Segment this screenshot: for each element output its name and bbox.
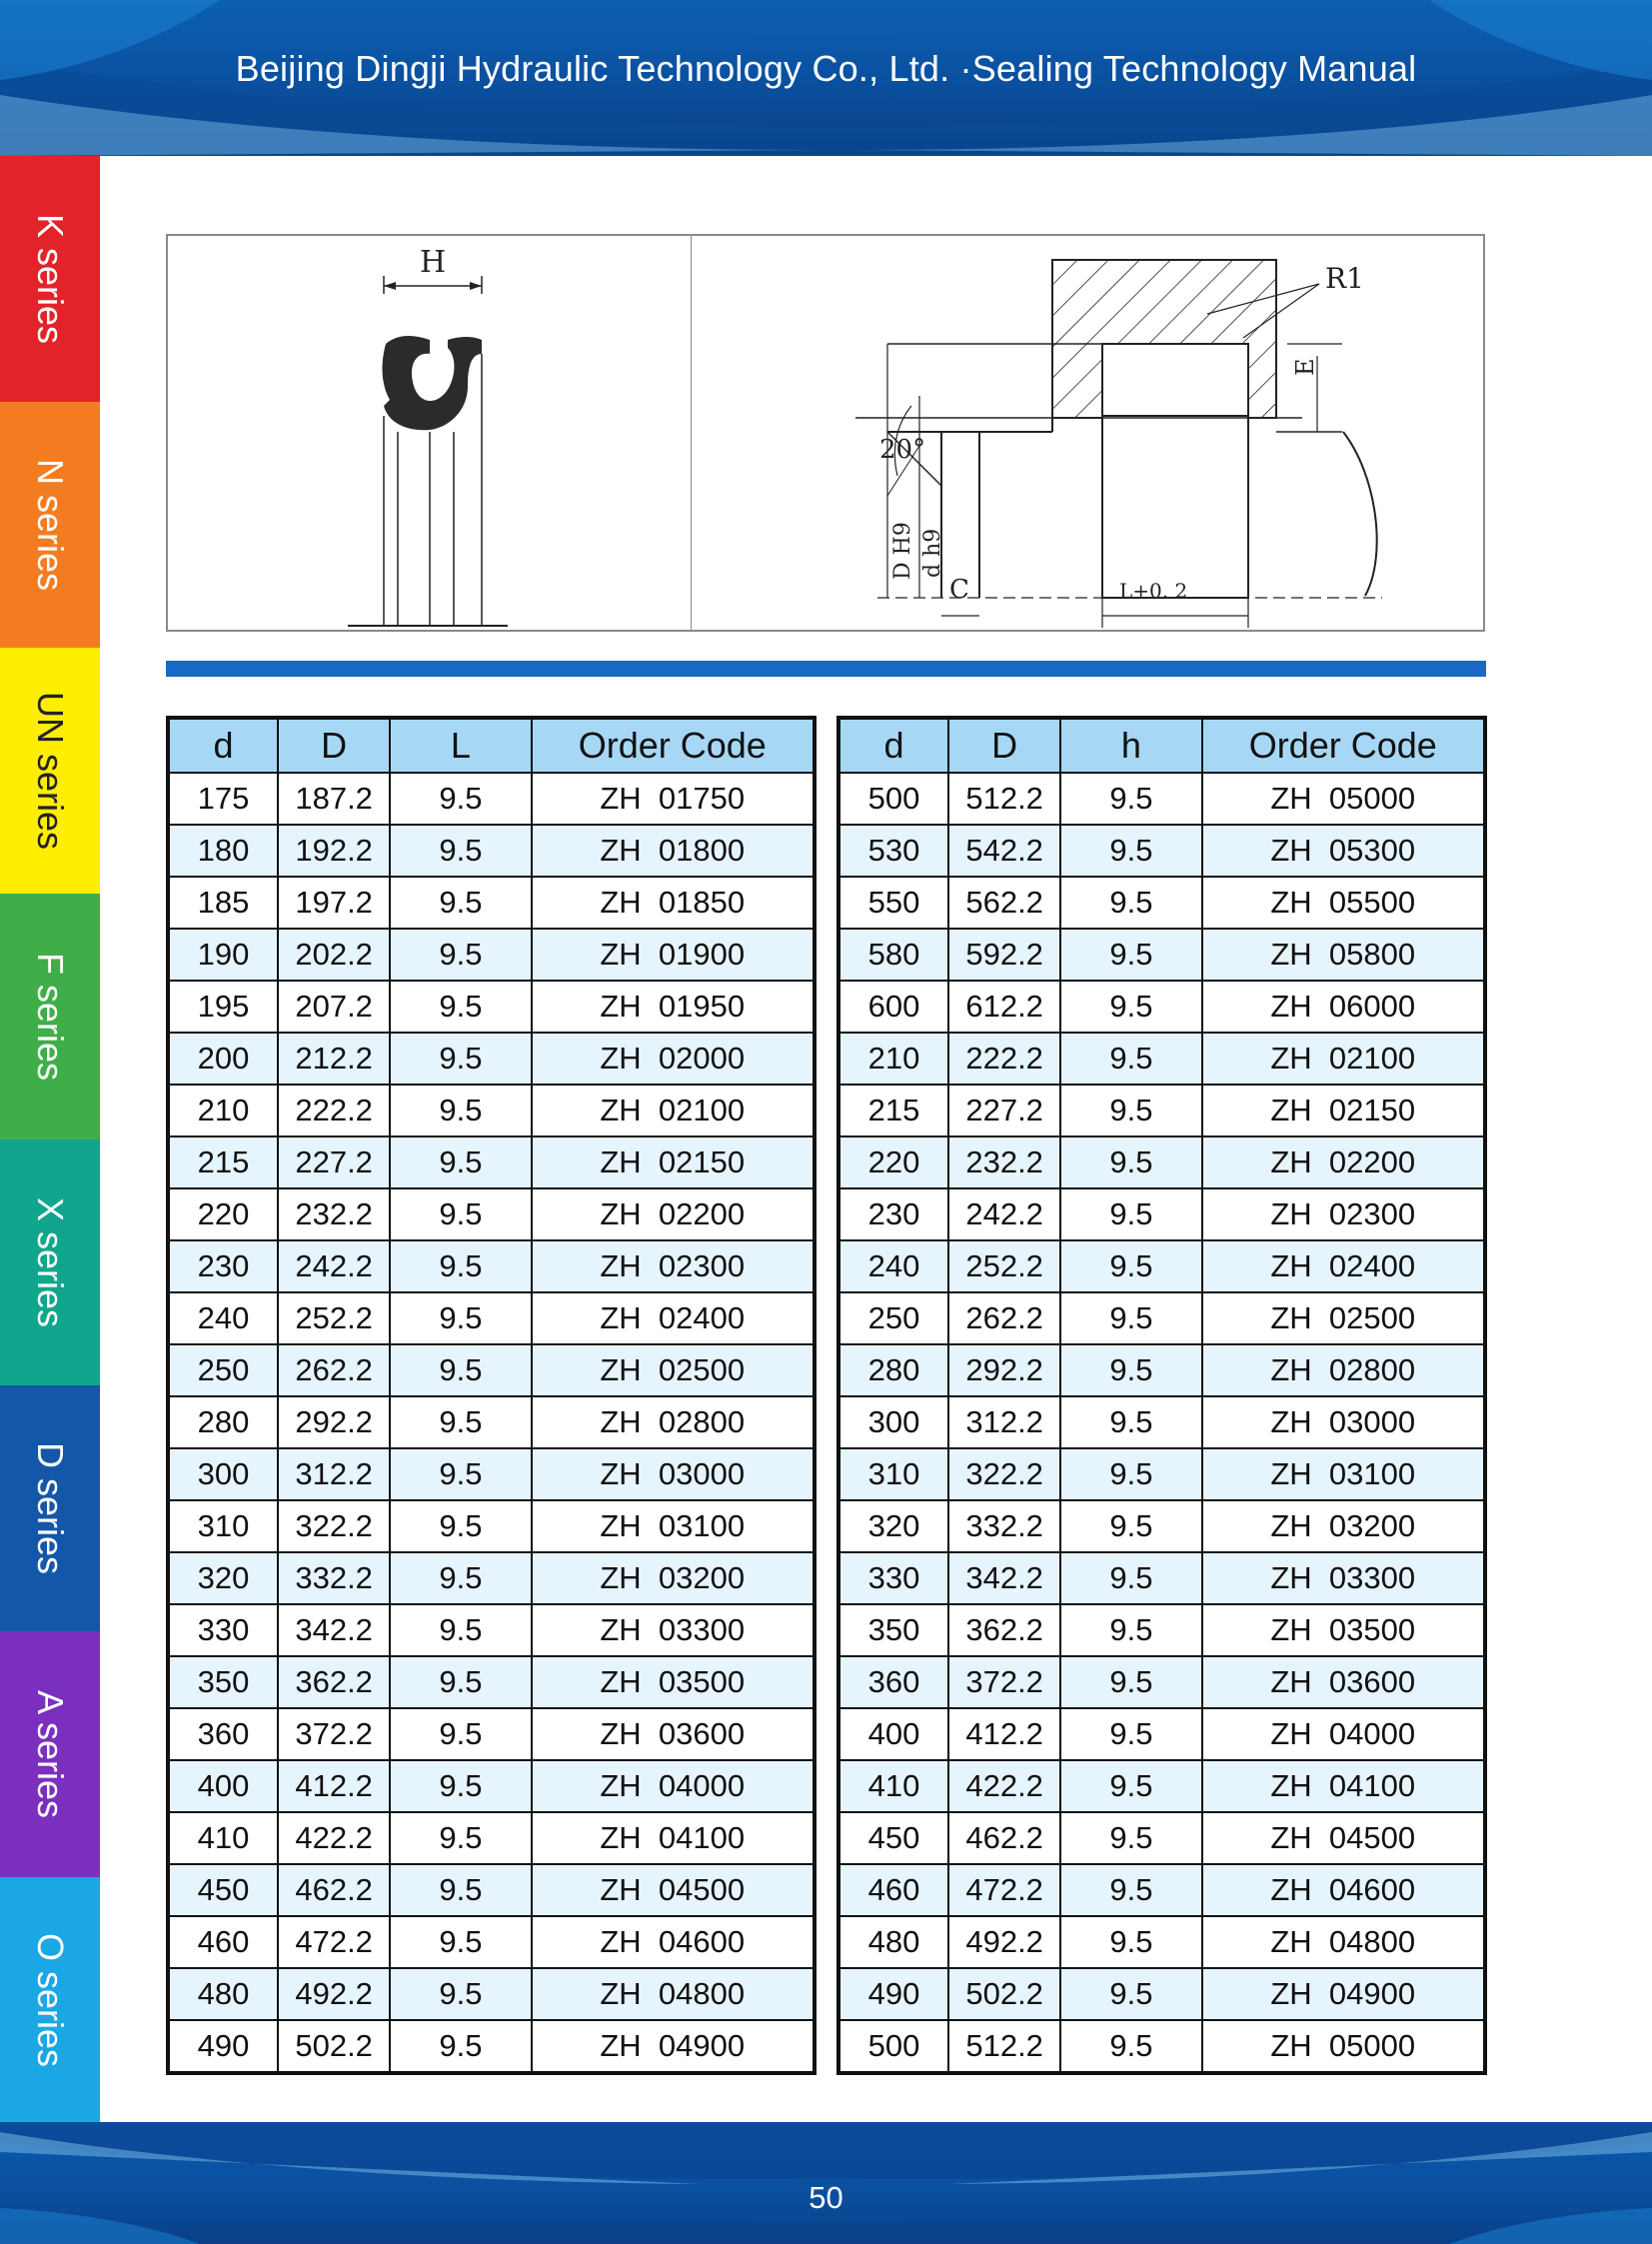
table-cell: 262.2 (278, 1344, 390, 1396)
table-cell: ZH 03200 (1202, 1500, 1485, 1552)
table-cell: 9.5 (390, 1812, 531, 1864)
table-cell: ZH 02150 (532, 1136, 815, 1188)
table-cell: 250 (838, 1292, 948, 1344)
page-header (0, 0, 1652, 156)
table-cell: ZH 02400 (532, 1292, 815, 1344)
table-cell: 9.5 (1060, 1656, 1201, 1708)
table-cell: 460 (838, 1864, 948, 1916)
column-header: Order Code (532, 718, 815, 773)
table-cell: 9.5 (1060, 981, 1201, 1033)
table-cell: 462.2 (948, 1812, 1060, 1864)
table-cell: 502.2 (278, 2020, 390, 2073)
table-cell: ZH 05500 (1202, 877, 1485, 929)
table-row (168, 2020, 815, 2073)
table-cell: ZH 02500 (532, 1344, 815, 1396)
table-cell: ZH 01950 (532, 981, 815, 1033)
table-cell: ZH 02300 (1202, 1188, 1485, 1240)
table-cell: 612.2 (948, 981, 1060, 1033)
table-cell: 410 (838, 1760, 948, 1812)
table-cell: ZH 03500 (532, 1656, 815, 1708)
table-row (168, 1085, 815, 1136)
table-row (168, 1396, 815, 1448)
table-cell: 9.5 (390, 1240, 531, 1292)
table-cell: 220 (838, 1136, 948, 1188)
table-cell: 562.2 (948, 877, 1060, 929)
table-cell: ZH 03200 (532, 1552, 815, 1604)
column-header: d (838, 718, 948, 773)
table-row (168, 1760, 815, 1812)
table-cell: 400 (168, 1760, 278, 1812)
table-cell: ZH 04900 (532, 2020, 815, 2073)
table-cell: 9.5 (1060, 773, 1201, 825)
table-cell: 230 (838, 1188, 948, 1240)
table-cell: 460 (168, 1916, 278, 1968)
table-cell: 9.5 (390, 1708, 531, 1760)
table-cell: 9.5 (390, 1864, 531, 1916)
dim-label-dh9-small: d h9 (920, 528, 945, 578)
table-row (168, 773, 815, 825)
table-cell: 9.5 (1060, 1448, 1201, 1500)
table-cell: ZH 03300 (532, 1604, 815, 1656)
table-cell: ZH 04000 (532, 1760, 815, 1812)
table-row (838, 773, 1485, 825)
table-row (838, 1656, 1485, 1708)
table-cell: 9.5 (390, 1188, 531, 1240)
table-cell: 9.5 (390, 2020, 531, 2073)
table-cell: 502.2 (948, 1968, 1060, 2020)
table-cell: 175 (168, 773, 278, 825)
table-row (168, 1864, 815, 1916)
table-body (168, 773, 815, 2073)
table-cell: 9.5 (1060, 1604, 1201, 1656)
table-cell: ZH 02800 (1202, 1344, 1485, 1396)
table-cell: 350 (168, 1656, 278, 1708)
table-row (168, 1916, 815, 1968)
table-cell: ZH 02200 (532, 1188, 815, 1240)
table-cell: 9.5 (390, 1916, 531, 1968)
table-row (168, 1292, 815, 1344)
table-cell: 330 (168, 1604, 278, 1656)
table-cell: 580 (838, 929, 948, 981)
table-row (838, 1552, 1485, 1604)
table-cell: ZH 02500 (1202, 1292, 1485, 1344)
table-cell: ZH 04600 (532, 1916, 815, 1968)
table-cell: ZH 02000 (532, 1033, 815, 1085)
table-cell: ZH 04500 (532, 1864, 815, 1916)
table-cell: 210 (838, 1033, 948, 1085)
table-cell: 310 (838, 1448, 948, 1500)
table-cell: 250 (168, 1344, 278, 1396)
table-cell: ZH 02150 (1202, 1085, 1485, 1136)
table-row (838, 1085, 1485, 1136)
side-tab-label: D series (30, 1441, 71, 1575)
table-cell: 9.5 (390, 1760, 531, 1812)
table-cell: 185 (168, 877, 278, 929)
table-cell: 190 (168, 929, 278, 981)
groove-section (855, 260, 1382, 628)
side-tab[interactable] (0, 156, 100, 402)
table-row (168, 877, 815, 929)
table-cell: ZH 04800 (532, 1968, 815, 2020)
dim-label-h: H (420, 245, 447, 280)
table-cell: 9.5 (1060, 1085, 1201, 1136)
table-cell: 9.5 (390, 1448, 531, 1500)
table-cell: 9.5 (390, 1136, 531, 1188)
table-cell: 462.2 (278, 1864, 390, 1916)
table-cell: ZH 01750 (532, 773, 815, 825)
table-cell: 9.5 (1060, 1812, 1201, 1864)
side-tab-label: N series (30, 458, 71, 592)
table-cell: 215 (168, 1136, 278, 1188)
table-cell: 332.2 (948, 1500, 1060, 1552)
table-row (168, 1240, 815, 1292)
table-cell: 350 (838, 1604, 948, 1656)
table-row (838, 981, 1485, 1033)
side-tab[interactable] (0, 402, 100, 648)
table-row (838, 2020, 1485, 2073)
table-cell: 212.2 (278, 1033, 390, 1085)
table-cell: 9.5 (1060, 1708, 1201, 1760)
table-cell: ZH 04100 (532, 1812, 815, 1864)
table-cell: 9.5 (1060, 1240, 1201, 1292)
table-cell: 320 (838, 1500, 948, 1552)
table-row (838, 1136, 1485, 1188)
table-cell: 240 (168, 1292, 278, 1344)
dim-label-c: C (949, 575, 969, 605)
table-cell: 232.2 (278, 1188, 390, 1240)
table-cell: 240 (838, 1240, 948, 1292)
table-cell: ZH 04800 (1202, 1916, 1485, 1968)
table-cell: 9.5 (1060, 1188, 1201, 1240)
table-cell: ZH 06000 (1202, 981, 1485, 1033)
table-cell: ZH 03000 (1202, 1396, 1485, 1448)
table-cell: 322.2 (278, 1500, 390, 1552)
column-header: L (390, 718, 531, 773)
table-cell: 9.5 (1060, 1344, 1201, 1396)
table-cell: 210 (168, 1085, 278, 1136)
table-row (838, 877, 1485, 929)
table-cell: 332.2 (278, 1552, 390, 1604)
table-cell: ZH 02800 (532, 1396, 815, 1448)
table-cell: ZH 03100 (532, 1500, 815, 1552)
table-cell: ZH 02100 (532, 1085, 815, 1136)
table-row (838, 1240, 1485, 1292)
side-tab-label: UN series (30, 691, 71, 851)
table-cell: ZH 02400 (1202, 1240, 1485, 1292)
table-row (168, 1448, 815, 1500)
table-cell: ZH 04100 (1202, 1760, 1485, 1812)
table-row (168, 1344, 815, 1396)
table-cell: 9.5 (390, 1500, 531, 1552)
table-row (168, 981, 815, 1033)
table-cell: ZH 04000 (1202, 1708, 1485, 1760)
table-cell: 422.2 (278, 1812, 390, 1864)
table-cell: 9.5 (390, 1604, 531, 1656)
table-cell: 492.2 (278, 1968, 390, 2020)
table-cell: ZH 02100 (1202, 1033, 1485, 1085)
table-row (168, 1188, 815, 1240)
table-cell: 410 (168, 1812, 278, 1864)
table-row (168, 1656, 815, 1708)
table-cell: 550 (838, 877, 948, 929)
table-cell: 300 (168, 1448, 278, 1500)
table-cell: 242.2 (948, 1188, 1060, 1240)
table-cell: 195 (168, 981, 278, 1033)
table-cell: 9.5 (1060, 825, 1201, 877)
side-tab[interactable] (0, 1385, 100, 1631)
table-row (168, 1708, 815, 1760)
side-tab[interactable] (0, 1631, 100, 1877)
table-cell: ZH 03100 (1202, 1448, 1485, 1500)
technical-drawing (166, 234, 1485, 632)
table-cell: 252.2 (948, 1240, 1060, 1292)
table-cell: 450 (168, 1864, 278, 1916)
table-cell: 472.2 (948, 1864, 1060, 1916)
table-cell: ZH 03600 (532, 1708, 815, 1760)
column-header: d (168, 718, 278, 773)
table-cell: 9.5 (1060, 1864, 1201, 1916)
table-cell: ZH 05800 (1202, 929, 1485, 981)
side-tab-label: A series (30, 1689, 71, 1819)
table-cell: 292.2 (278, 1396, 390, 1448)
column-header: D (948, 718, 1060, 773)
table-cell: 9.5 (390, 1292, 531, 1344)
table-cell: 342.2 (278, 1604, 390, 1656)
dim-label-e: E (1291, 358, 1319, 376)
table-cell: ZH 03000 (532, 1448, 815, 1500)
table-cell: 9.5 (1060, 1916, 1201, 1968)
table-cell: 9.5 (390, 1968, 531, 2020)
table-row (168, 1500, 815, 1552)
table-row (838, 1033, 1485, 1085)
column-header: h (1060, 718, 1201, 773)
table-cell: 9.5 (390, 929, 531, 981)
dim-label-l: L+0. 2 (1119, 579, 1188, 603)
table-row (168, 1136, 815, 1188)
table-cell: 252.2 (278, 1292, 390, 1344)
table-row (838, 1188, 1485, 1240)
table-cell: ZH 05000 (1202, 773, 1485, 825)
table-cell: 215 (838, 1085, 948, 1136)
table-row (838, 1344, 1485, 1396)
table-row (168, 929, 815, 981)
table-cell: ZH 01850 (532, 877, 815, 929)
table-cell: 280 (838, 1344, 948, 1396)
table-cell: 197.2 (278, 877, 390, 929)
side-tab-label: X series (30, 1196, 71, 1328)
table-cell: 300 (838, 1396, 948, 1448)
table-cell: 362.2 (948, 1604, 1060, 1656)
table-cell: 372.2 (948, 1656, 1060, 1708)
table-cell: ZH 04500 (1202, 1812, 1485, 1864)
table-cell: 9.5 (1060, 1292, 1201, 1344)
table-cell: 9.5 (1060, 1760, 1201, 1812)
table-cell: 490 (838, 1968, 948, 2020)
side-tab[interactable] (0, 1139, 100, 1385)
table-cell: 9.5 (390, 1552, 531, 1604)
table-cell: 222.2 (948, 1033, 1060, 1085)
side-tab[interactable] (0, 648, 100, 894)
table-cell: 362.2 (278, 1656, 390, 1708)
table-cell: 480 (168, 1968, 278, 2020)
table-row (838, 1864, 1485, 1916)
table-cell: 360 (168, 1708, 278, 1760)
table-cell: 292.2 (948, 1344, 1060, 1396)
table-row (168, 1968, 815, 2020)
table-cell: 9.5 (1060, 877, 1201, 929)
side-tab-label: K series (30, 213, 71, 345)
side-tab-label: O series (30, 1932, 71, 2068)
table-cell: 9.5 (1060, 2020, 1201, 2073)
table-cell: 322.2 (948, 1448, 1060, 1500)
table-cell: ZH 03500 (1202, 1604, 1485, 1656)
table-cell: 9.5 (390, 877, 531, 929)
series-side-tabs (0, 156, 100, 2122)
side-tab[interactable] (0, 894, 100, 1139)
table-cell: 232.2 (948, 1136, 1060, 1188)
table-cell: 9.5 (1060, 929, 1201, 981)
section-divider-bar (166, 661, 1486, 677)
table-row (838, 1292, 1485, 1344)
table-cell: 342.2 (948, 1552, 1060, 1604)
table-row (838, 1500, 1485, 1552)
table-cell: 372.2 (278, 1708, 390, 1760)
table-row (838, 1812, 1485, 1864)
dim-label-angle: 20° (879, 435, 926, 465)
table-cell: 472.2 (278, 1916, 390, 1968)
size-table-left (166, 716, 817, 2075)
table-cell: 330 (838, 1552, 948, 1604)
table-cell: 9.5 (1060, 1396, 1201, 1448)
drawing-canvas (168, 236, 1483, 630)
table-cell: 202.2 (278, 929, 390, 981)
table-cell: ZH 02200 (1202, 1136, 1485, 1188)
table-cell: 320 (168, 1552, 278, 1604)
table-cell: 9.5 (1060, 1033, 1201, 1085)
table-cell: 200 (168, 1033, 278, 1085)
table-body (838, 773, 1485, 2073)
table-cell: 180 (168, 825, 278, 877)
table-row (168, 825, 815, 877)
table-cell: ZH 03600 (1202, 1656, 1485, 1708)
table-row (168, 1033, 815, 1085)
table-cell: 422.2 (948, 1760, 1060, 1812)
table-cell: 312.2 (278, 1448, 390, 1500)
table-cell: ZH 02300 (532, 1240, 815, 1292)
table-row (168, 1552, 815, 1604)
table-cell: 9.5 (390, 773, 531, 825)
table-cell: 9.5 (390, 1085, 531, 1136)
table-cell: 9.5 (1060, 1552, 1201, 1604)
table-cell: 187.2 (278, 773, 390, 825)
table-cell: 500 (838, 2020, 948, 2073)
table-row (168, 1604, 815, 1656)
side-tab-label: F series (30, 952, 71, 1082)
table-cell: 490 (168, 2020, 278, 2073)
table-cell: 9.5 (390, 1033, 531, 1085)
table-cell: 227.2 (948, 1085, 1060, 1136)
table-cell: ZH 04600 (1202, 1864, 1485, 1916)
table-cell: ZH 01900 (532, 929, 815, 981)
table-row (838, 1396, 1485, 1448)
table-cell: ZH 03300 (1202, 1552, 1485, 1604)
table-cell: 222.2 (278, 1085, 390, 1136)
table-cell: 192.2 (278, 825, 390, 877)
table-row (838, 825, 1485, 877)
table-row (838, 1448, 1485, 1500)
table-cell: 9.5 (390, 981, 531, 1033)
table-cell: 412.2 (278, 1760, 390, 1812)
table-cell: 9.5 (1060, 1500, 1201, 1552)
page-footer (0, 2122, 1652, 2244)
table-row (838, 929, 1485, 981)
table-cell: 600 (838, 981, 948, 1033)
table-row (838, 1968, 1485, 2020)
dim-label-r1: R1 (1325, 262, 1364, 295)
size-table-right (836, 716, 1487, 2075)
table-row (838, 1604, 1485, 1656)
table-cell: 412.2 (948, 1708, 1060, 1760)
table-cell: 492.2 (948, 1916, 1060, 1968)
table-row (168, 1812, 815, 1864)
table-cell: 220 (168, 1188, 278, 1240)
table-cell: 450 (838, 1812, 948, 1864)
seal-profile (348, 245, 508, 626)
table-cell: 262.2 (948, 1292, 1060, 1344)
table-cell: 9.5 (390, 1344, 531, 1396)
table-cell: 207.2 (278, 981, 390, 1033)
table-cell: 400 (838, 1708, 948, 1760)
table-cell: 542.2 (948, 825, 1060, 877)
table-cell: 9.5 (390, 1396, 531, 1448)
header-title: Beijing Dingji Hydraulic Technology Co., Ltd. ·Sealing Technology Manual (235, 48, 1417, 89)
table-cell: 9.5 (1060, 1136, 1201, 1188)
table-cell: 9.5 (1060, 1968, 1201, 2020)
table-cell: 312.2 (948, 1396, 1060, 1448)
table-cell: 592.2 (948, 929, 1060, 981)
side-tab[interactable] (0, 1877, 100, 2123)
page-number: 50 (809, 2180, 843, 2215)
table-cell: 530 (838, 825, 948, 877)
table-cell: 227.2 (278, 1136, 390, 1188)
column-header: D (278, 718, 390, 773)
table-cell: 360 (838, 1656, 948, 1708)
table-cell: 310 (168, 1500, 278, 1552)
table-cell: ZH 04900 (1202, 1968, 1485, 2020)
table-cell: ZH 05000 (1202, 2020, 1485, 2073)
table-cell: 9.5 (390, 1656, 531, 1708)
column-header: Order Code (1202, 718, 1485, 773)
table-cell: 230 (168, 1240, 278, 1292)
table-cell: 512.2 (948, 773, 1060, 825)
table-cell: 512.2 (948, 2020, 1060, 2073)
table-cell: 242.2 (278, 1240, 390, 1292)
table-cell: 480 (838, 1916, 948, 1968)
table-row (838, 1708, 1485, 1760)
table-row (838, 1916, 1485, 1968)
dim-label-dh9: D H9 (890, 522, 915, 580)
table-cell: 9.5 (390, 825, 531, 877)
table-cell: ZH 05300 (1202, 825, 1485, 877)
table-cell: 280 (168, 1396, 278, 1448)
table-cell: 500 (838, 773, 948, 825)
table-row (838, 1760, 1485, 1812)
table-cell: ZH 01800 (532, 825, 815, 877)
